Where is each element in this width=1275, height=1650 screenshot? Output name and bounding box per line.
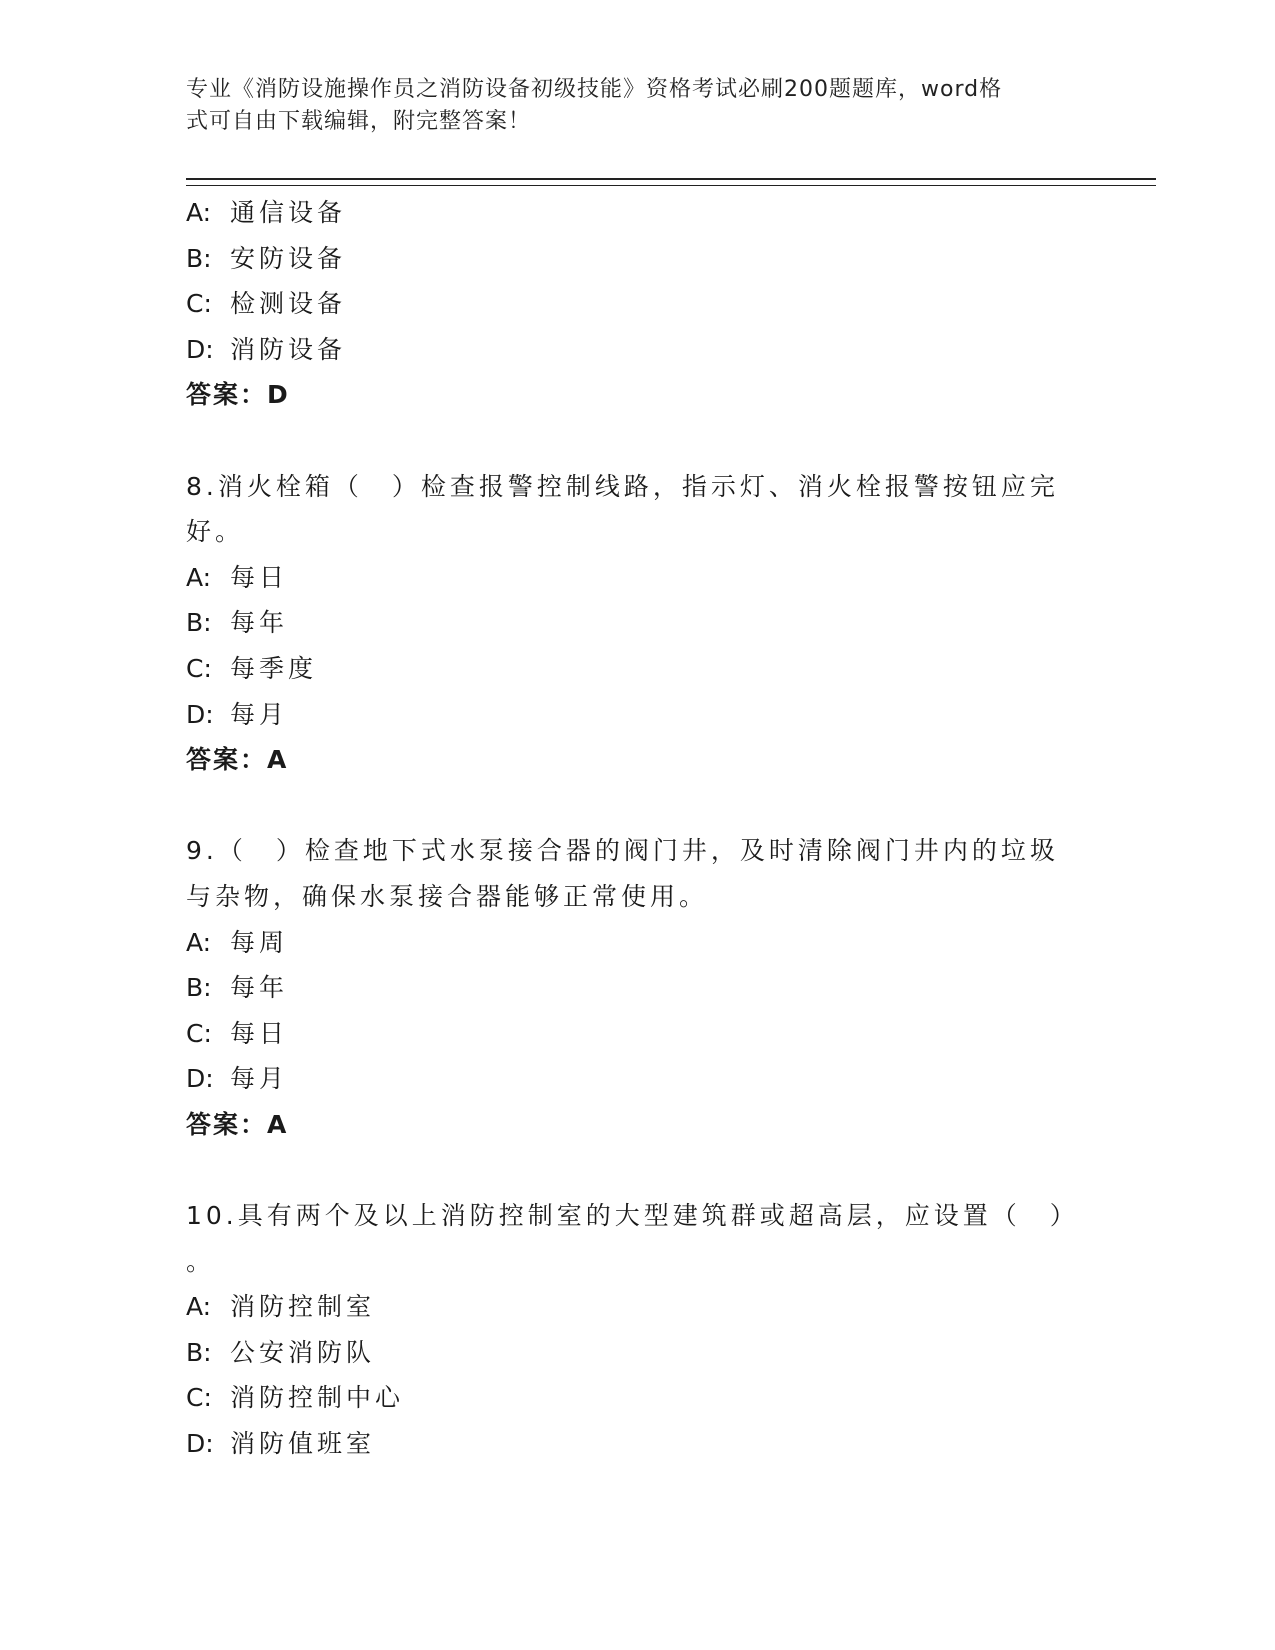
answer-line: 答案：D: [186, 380, 290, 410]
option-letter: C:: [186, 1018, 212, 1048]
option-text: 每日: [230, 1018, 289, 1048]
option-a: [186, 1284, 1086, 1330]
option-b: [186, 1330, 1086, 1376]
option-letter: D:: [186, 699, 214, 729]
option-letter: B:: [186, 608, 212, 638]
option-text: 每月: [230, 1064, 289, 1094]
option-letter: B:: [186, 243, 212, 273]
option-a: [186, 190, 1086, 236]
option-c: [186, 281, 1086, 327]
option-letter: B:: [186, 973, 212, 1003]
option-b: [186, 236, 1086, 282]
document-page: [186, 0, 1156, 1650]
option-c: [186, 646, 1086, 692]
option-letter: A:: [186, 198, 212, 227]
question-7-tail: [186, 190, 1086, 418]
option-text: 检测设备: [230, 289, 347, 319]
option-letter: C:: [186, 653, 212, 683]
question-text-line-2: 好。: [186, 517, 245, 547]
option-b: [186, 965, 1086, 1011]
option-letter: A:: [186, 927, 212, 957]
answer-line: 答案：A: [186, 1109, 289, 1139]
option-text: 每年: [230, 608, 289, 638]
option-text: 每年: [230, 973, 289, 1003]
spacer: [186, 783, 1086, 829]
option-text: 通信设备: [230, 198, 347, 227]
header-line-2: 式可自由下载编辑，附完整答案！: [186, 109, 532, 134]
option-d: [186, 1421, 1086, 1467]
question-text-line-2: 与杂物，确保水泵接合器能够正常使用。: [186, 881, 709, 911]
option-letter: B:: [186, 1337, 212, 1367]
option-text: 消防控制室: [230, 1292, 376, 1322]
option-text: 消防值班室: [230, 1429, 376, 1459]
question-text-line-1: 10.具有两个及以上消防控制室的大型建筑群或超高层，应设置（ ）: [186, 1201, 1079, 1231]
question-8: [186, 464, 1086, 783]
option-letter: C:: [186, 1383, 212, 1413]
header-line-1: 专业《消防设施操作员之消防设备初级技能》资格考试必刷200题题库，word格: [186, 77, 1003, 102]
document-header: [186, 74, 1066, 138]
question-10: [186, 1193, 1086, 1467]
answer-line: 答案：A: [186, 745, 289, 775]
option-text: 消防控制中心: [230, 1383, 405, 1413]
option-letter: D:: [186, 1429, 214, 1459]
option-d: [186, 327, 1086, 373]
option-d: [186, 1056, 1086, 1102]
option-d: [186, 692, 1086, 738]
option-b: [186, 600, 1086, 646]
option-a: [186, 920, 1086, 966]
option-c: [186, 1375, 1086, 1421]
spacer: [186, 1147, 1086, 1193]
option-letter: C:: [186, 289, 212, 319]
question-text-line-2: 。: [186, 1246, 216, 1276]
question-9: [186, 828, 1086, 1147]
question-text-line-1: 9.（ ）检查地下式水泵接合器的阀门井，及时清除阀门井内的垃圾: [186, 836, 1059, 866]
option-letter: D:: [186, 334, 214, 364]
option-letter: A:: [186, 562, 212, 592]
option-letter: D:: [186, 1064, 214, 1094]
spacer: [186, 418, 1086, 464]
header-divider: [186, 178, 1156, 186]
option-text: 每月: [230, 699, 289, 729]
question-list: [186, 190, 1086, 1467]
option-a: [186, 555, 1086, 601]
option-text: 每周: [230, 927, 289, 957]
option-text: 每日: [230, 562, 289, 592]
option-text: 安防设备: [230, 243, 347, 273]
option-c: [186, 1011, 1086, 1057]
option-text: 每季度: [230, 653, 318, 683]
option-text: 消防设备: [230, 334, 347, 364]
option-letter: A:: [186, 1292, 212, 1322]
option-text: 公安消防队: [230, 1337, 376, 1367]
question-text-line-1: 8.消火栓箱（ ）检查报警控制线路，指示灯、消火栓报警按钮应完: [186, 471, 1059, 501]
